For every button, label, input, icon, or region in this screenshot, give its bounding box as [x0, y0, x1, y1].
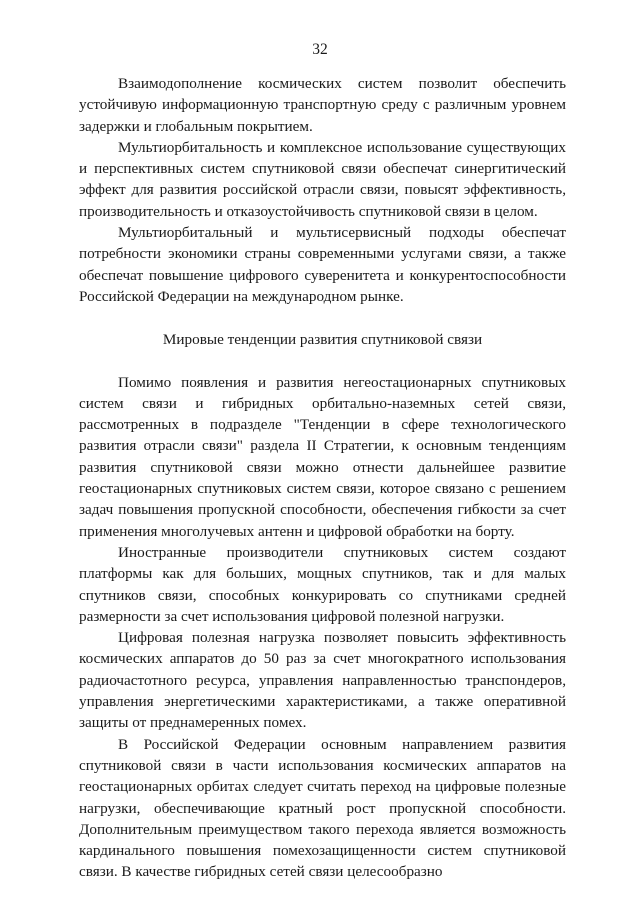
paragraph: В Российской Федерации основным направлением развития спутниковой связи в части использования космических аппаратов на геостационарных орбитах следует считать переход на цифровые полезные нагрузки, обеспечивающие кратный рост пропускной способности. Дополнительным преимуществом такого перехода является возможность кардинального повышения помехозащищенности систем спутниковой связи. В качестве гибридных сетей связи целесообразно [79, 735, 566, 881]
paragraph: Взаимодополнение космических систем позволит обеспечить устойчивую информационную транспортную среду с различным уровнем задержки и глобальным покрытием. [79, 75, 566, 135]
paragraph: Мультиорбитальный и мультисервисный подходы обеспечат потребности экономики страны современными услугами связи, а также обеспечат повышение цифрового суверенитета и конкурентоспособности Российской Федерации на международном рынке. [79, 224, 566, 305]
document-body [79, 73, 566, 883]
paragraph: Мультиорбитальность и комплексное использование существующих и перспективных систем спутниковой связи обеспечат синергитический эффект для развития российской отрасли связи, повысят эффективность, производительность и отказоустойчивость спутниковой связи в целом. [79, 138, 566, 220]
section-heading: Мировые тенденции развития спутниковой связи [162, 331, 483, 349]
paragraph: Помимо появления и развития негеостационарных спутниковых систем связи и гибридных орбитально-наземных сетей связи, рассмотренных в подразделе "Тенденции в сфере технологического развития отрасли связи" раздела II Стратегии, к основным тенденциям развития спутниковой связи можно отнести дальнейшее развитие геостационарных спутниковых систем связи, которое связано с решением задач повышения пропускной способности, обеспечения гибкости за счет применения многолучевых антенн и цифровой обработки на борту. [79, 373, 566, 540]
paragraph: Цифровая полезная нагрузка позволяет повысить эффективность космических аппаратов до 50 раз за счет многократного использования радиочастотного ресурса, управления направленностью транспондеров, управления энергетическими характеристиками, а также оперативной защиты от преднамеренных помех. [79, 629, 566, 732]
paragraph: Иностранные производители спутниковых систем создают платформы как для больших, мощных спутников, так и для малых спутников связи, способных конкурировать со спутниками средней размерности за счет использования цифровой полезной нагрузки. [79, 543, 566, 625]
page-number: 32 [312, 41, 328, 58]
